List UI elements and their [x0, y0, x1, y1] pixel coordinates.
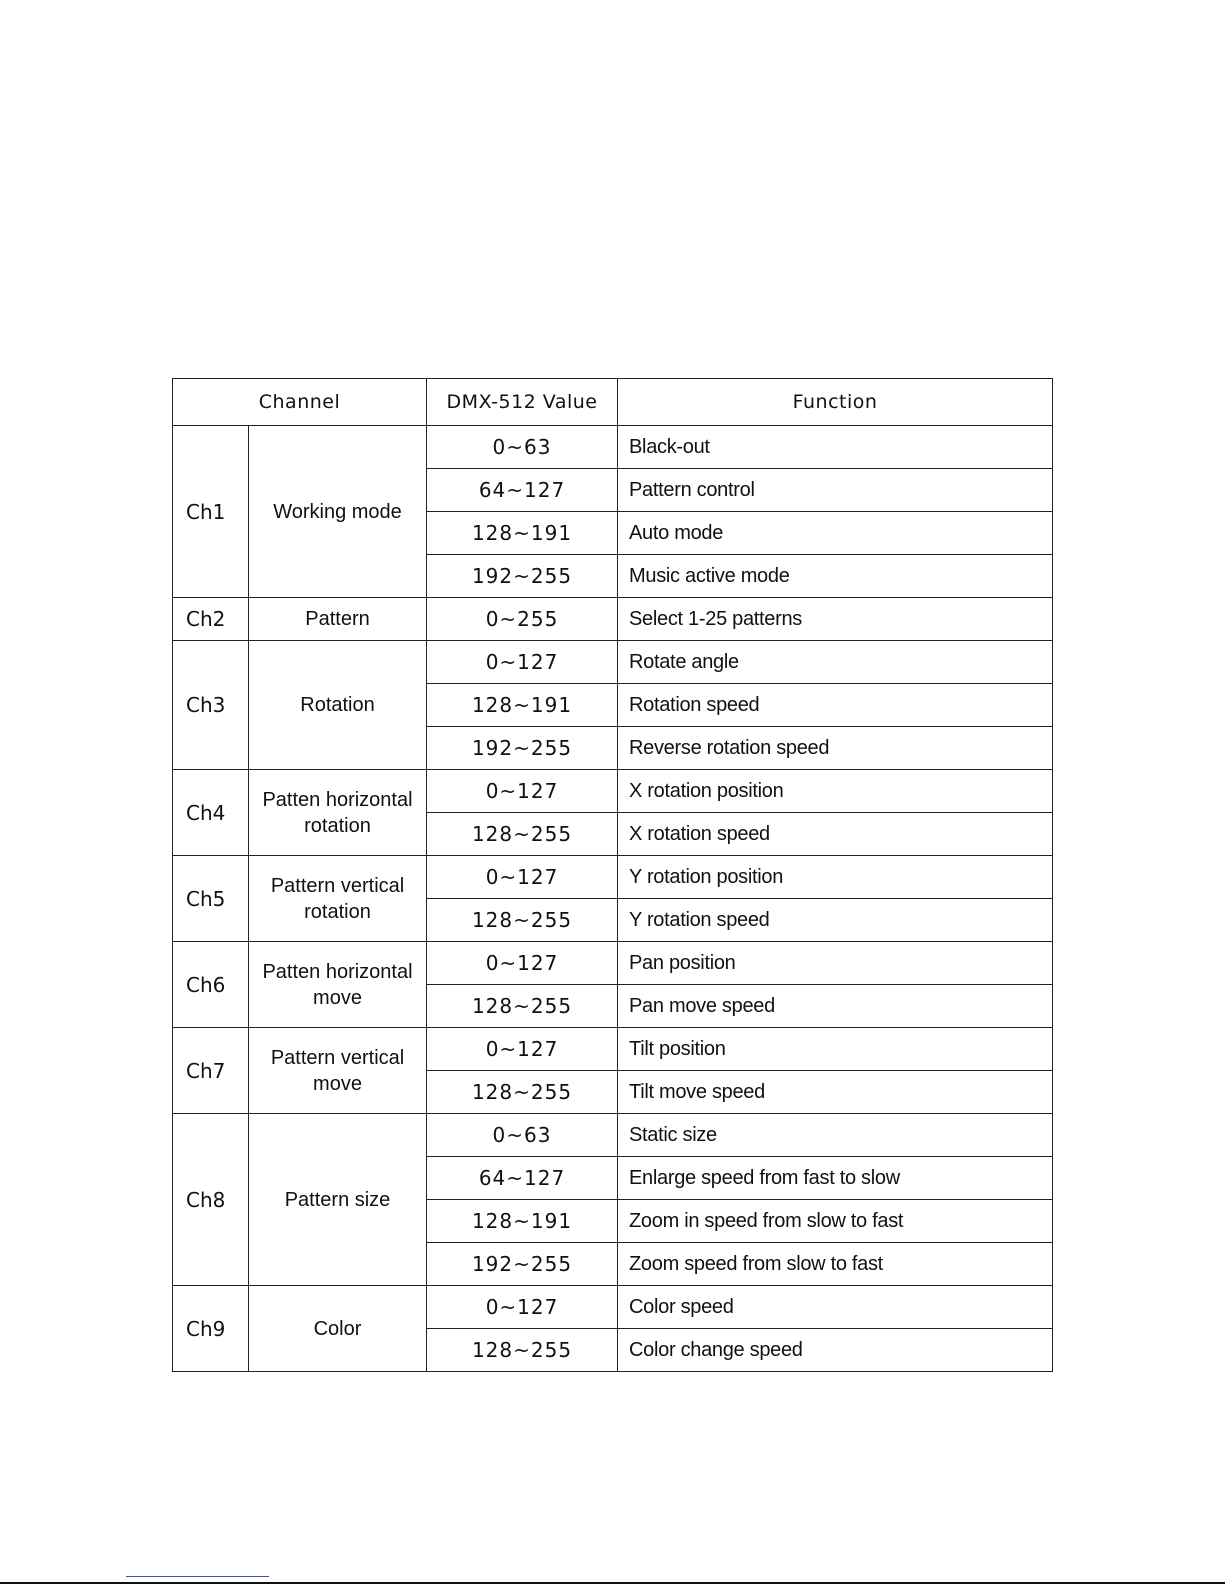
function-cell: Rotation speed [618, 684, 1053, 727]
dmx-value-cell: 0~127 [427, 1286, 618, 1329]
channel-name: Pattern vertical rotation [249, 856, 427, 942]
header-function: Function [618, 379, 1053, 426]
dmx-value-cell: 64~127 [427, 469, 618, 512]
dmx-value-cell: 128~255 [427, 813, 618, 856]
function-cell: Black-out [618, 426, 1053, 469]
dmx-value-cell: 128~255 [427, 985, 618, 1028]
table-body [173, 426, 1053, 1372]
dmx-value-cell: 0~127 [427, 942, 618, 985]
table-header-row [173, 379, 1053, 426]
table-row [173, 641, 1053, 684]
dmx-value-cell: 128~255 [427, 1329, 618, 1372]
dmx-channel-table [172, 378, 1053, 1372]
channel-id: Ch7 [173, 1028, 249, 1114]
dmx-value-cell: 0~127 [427, 856, 618, 899]
dmx-value-cell: 0~255 [427, 598, 618, 641]
table-row [173, 426, 1053, 469]
table-row [173, 598, 1053, 641]
dmx-value-cell: 128~191 [427, 684, 618, 727]
function-cell: X rotation speed [618, 813, 1053, 856]
function-cell: Select 1-25 patterns [618, 598, 1053, 641]
function-cell: Zoom speed from slow to fast [618, 1243, 1053, 1286]
table-row [173, 856, 1053, 899]
channel-id: Ch2 [173, 598, 249, 641]
function-cell: Zoom in speed from slow to fast [618, 1200, 1053, 1243]
function-cell: X rotation position [618, 770, 1053, 813]
channel-id: Ch8 [173, 1114, 249, 1286]
function-cell: Enlarge speed from fast to slow [618, 1157, 1053, 1200]
function-cell: Reverse rotation speed [618, 727, 1053, 770]
channel-name: Pattern [249, 598, 427, 641]
channel-id: Ch3 [173, 641, 249, 770]
table-row [173, 942, 1053, 985]
dmx-value-cell: 0~127 [427, 1028, 618, 1071]
channel-name: Patten horizontal move [249, 942, 427, 1028]
function-cell: Color change speed [618, 1329, 1053, 1372]
header-channel: Channel [173, 379, 427, 426]
dmx-value-cell: 0~63 [427, 426, 618, 469]
dmx-value-cell: 192~255 [427, 1243, 618, 1286]
channel-name: Working mode [249, 426, 427, 598]
channel-name: Patten horizontal rotation [249, 770, 427, 856]
function-cell: Y rotation speed [618, 899, 1053, 942]
dmx-value-cell: 128~191 [427, 1200, 618, 1243]
table-row [173, 1286, 1053, 1329]
dmx-value-cell: 192~255 [427, 727, 618, 770]
dmx-value-cell: 128~191 [427, 512, 618, 555]
channel-id: Ch9 [173, 1286, 249, 1372]
function-cell: Pan move speed [618, 985, 1053, 1028]
dmx-value-cell: 128~255 [427, 1071, 618, 1114]
channel-name: Pattern size [249, 1114, 427, 1286]
dmx-value-cell: 0~63 [427, 1114, 618, 1157]
table-row [173, 1028, 1053, 1071]
dmx-value-cell: 192~255 [427, 555, 618, 598]
function-cell: Color speed [618, 1286, 1053, 1329]
dmx-value-cell: 128~255 [427, 899, 618, 942]
function-cell: Rotate angle [618, 641, 1053, 684]
function-cell: Tilt move speed [618, 1071, 1053, 1114]
channel-name: Color [249, 1286, 427, 1372]
footer-rule [0, 1582, 1225, 1584]
function-cell: Tilt position [618, 1028, 1053, 1071]
header-dmx-value: DMX-512 Value [427, 379, 618, 426]
channel-id: Ch1 [173, 426, 249, 598]
function-cell: Music active mode [618, 555, 1053, 598]
function-cell: Pan position [618, 942, 1053, 985]
function-cell: Auto mode [618, 512, 1053, 555]
channel-id: Ch4 [173, 770, 249, 856]
function-cell: Y rotation position [618, 856, 1053, 899]
channel-name: Pattern vertical move [249, 1028, 427, 1114]
table-row [173, 770, 1053, 813]
dmx-value-cell: 0~127 [427, 641, 618, 684]
channel-id: Ch6 [173, 942, 249, 1028]
channel-name: Rotation [249, 641, 427, 770]
function-cell: Pattern control [618, 469, 1053, 512]
dmx-value-cell: 0~127 [427, 770, 618, 813]
table-row [173, 1114, 1053, 1157]
function-cell: Static size [618, 1114, 1053, 1157]
dmx-value-cell: 64~127 [427, 1157, 618, 1200]
footer-link-underline [126, 1576, 269, 1577]
channel-id: Ch5 [173, 856, 249, 942]
